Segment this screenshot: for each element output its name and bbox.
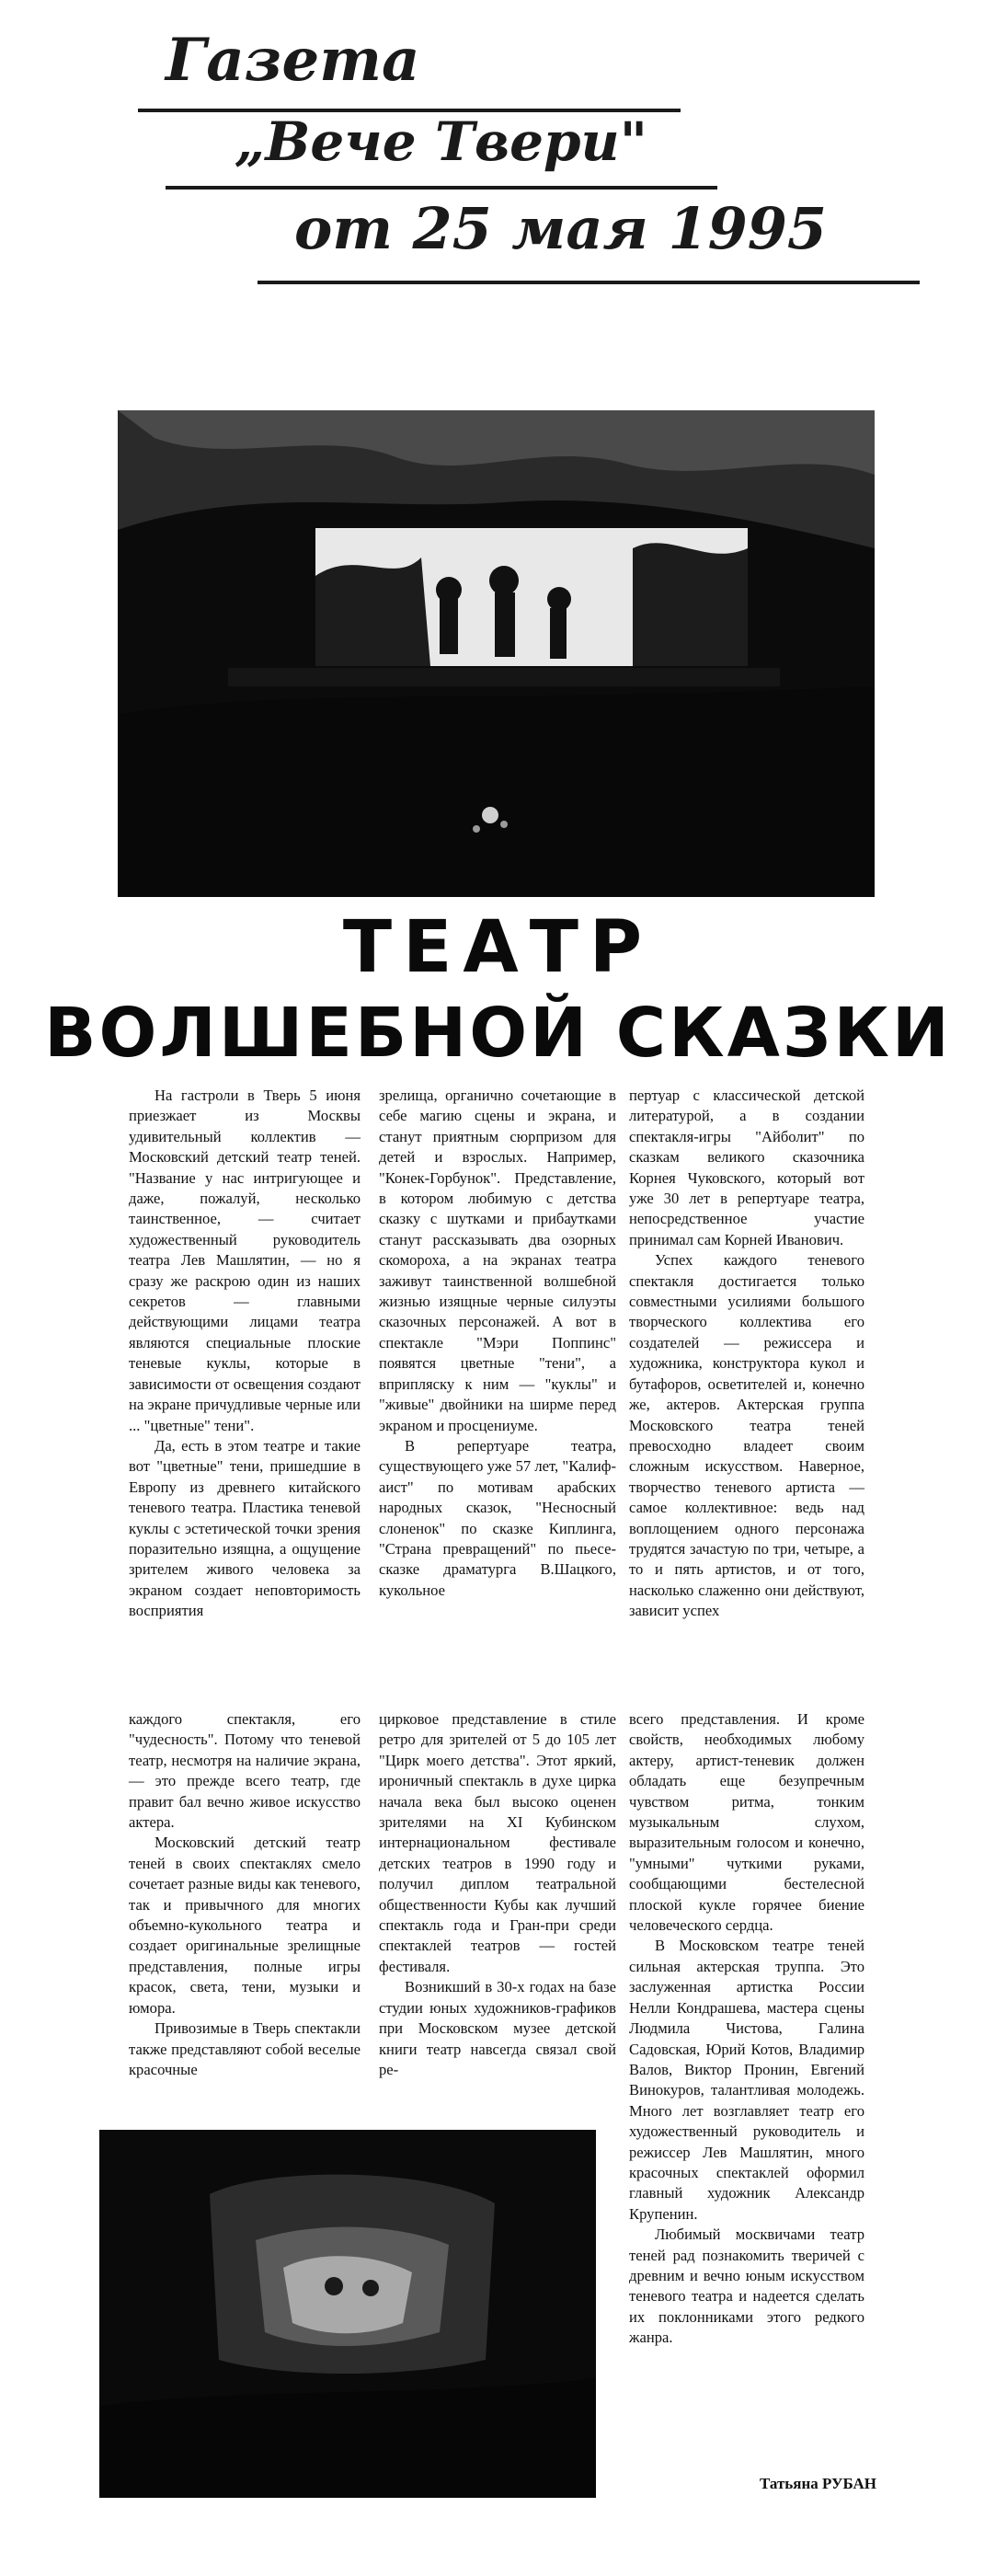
article-column-3-lower — [629, 1709, 864, 2349]
paragraph: каждого спектакля, его "чудесность". Потому что теневой театр, несмотря на наличие экрана, — это прежде всего театр, где правит бал вечно живое искусство актера. — [129, 1710, 361, 1832]
theater-performance-photo — [99, 2130, 596, 2498]
paragraph: Любимый москвичами театр теней рад познакомить тверичей с древним и вечно юным искусством теневого театра и надеется сделать их поклонниками этого редкого жанра. — [629, 2225, 864, 2347]
underline-3 — [258, 281, 920, 284]
headline-line-2: ВОЛШЕБНОЙ СКАЗКИ — [44, 994, 952, 1073]
article-column-1-lower — [129, 1709, 361, 2080]
article-column-2-lower — [379, 1709, 616, 2080]
article-column-2 — [379, 1086, 616, 1601]
paragraph: В Московском театре теней сильная актерская труппа. Это заслуженная артистка России Нелли Кондрашева, мастера сцены Людмила Чистова, Галина Садовская, Юрий Котов, Владимир Валов, Виктор Пронин, Евгений Винокуров, талантливая молодежь. Много лет возглавляет театр его художественный руководитель и режиссер Лев Машлятин, много красочных спектаклей оформил главный художник Александр Крупенин. — [629, 1937, 864, 2223]
paragraph: Возникший в 30-х годах на базе студии юных художников-графиков при Московском музее детской книги театр навсегда связал свой ре- — [379, 1978, 616, 2078]
paragraph: Успех каждого теневого спектакля достигается только совместными усилиями большого творческого коллектива его создателей — режиссера и художника, конструктора кукол и бутафоров, осветителей и, конечно же, актеров. Актерская группа Московского театра теней превосходно владеет своим сложным искусством. Наверное, творчество теневого артиста — самое коллективное: ведь над воплощением одного персонажа трудятся зачастую по три, четыре, а то и пять артистов, и от того, насколько слаженно они действуют, зависит успех — [629, 1251, 864, 1620]
paragraph: цирковое представление в стиле ретро для зрителей от 5 до 105 лет "Цирк моего детства". Этот яркий, ироничный спектакль в духе цирка начала века был высоко оценен зрителями на XI Кубинском интернациональном фестивале детских театров в 1990 году и получил диплом театральной общественности Кубы как лучший спектакль года и Гран-при среди спектаклей театров — гостей фестиваля. — [379, 1710, 616, 1975]
paragraph: пертуар с классической детской литературой, а в создании спектакля-игры "Айболит" по сказкам великого сказочника Корнея Чуковского, который вот уже 30 лет в репертуаре театра, непосредственное участие принимал сам Корней Иванович. — [629, 1087, 864, 1248]
article-column-1 — [129, 1086, 361, 1622]
underline-2 — [166, 186, 717, 190]
handwritten-title-name: „Вече Твери" — [235, 110, 647, 173]
author-signature: Татьяна РУБАН — [759, 2475, 876, 2492]
handwritten-title-newspaper: Газета — [166, 26, 420, 95]
paragraph: Да, есть в этом театре и такие вот "цветные" тени, пришедшие в Европу из древнего китайского теневого театра. Пластика теневой куклы с эстетической точки зрения поразительно изящна, а ощущение зрителем живого человека за экраном создает неповторимость восприятия — [129, 1436, 361, 1620]
paragraph: В репертуаре театра, существующего уже 57 лет, "Калиф-аист" по мотивам арабских народных сказок, "Несносный слоненок" по сказке Киплинга, "Страна превращений" по пьесе-сказке драматурга В.Шацкого, кукольное — [379, 1436, 616, 1599]
paragraph: Привозимые в Тверь спектакли также представляют собой веселые красочные — [129, 2019, 361, 2078]
theater-stage-photo — [118, 410, 875, 897]
article-column-3 — [629, 1086, 864, 1622]
handwritten-date: от 25 мая 1995 — [294, 195, 828, 262]
paragraph: На гастроли в Тверь 5 июня приезжает из Москвы удивительный коллектив — Московский детский театр теней. "Название у нас интригующее и даже, пожалуй, несколько таинственное, — считает художественный руководитель театра Лев Машлятин, — но я сразу же раскрою один из наших секретов — главными действующими лицами театра являются специальные плоские теневые куклы, которые в зависимости от освещения создают на экране причудливые черные или ... "цветные" тени". — [129, 1087, 361, 1434]
paragraph: зрелища, органично сочетающие в себе магию сцены и экрана, и станут приятным сюрпризом для детей и взрослых. Например, "Конек-Горбунок". Представление, в котором любимую с детства сказку с шутками и прибаутками станут рассказывать два озорных скомороха, а на экранах театра заживут таинственной волшебной жизнью изящные черные силуэты сказочных персонажей. А вот в спектакле "Мэри Поппинс" появятся цветные "тени", а вприпляску к ним — "куклы" и "живые" двойники на ширме перед экраном и просцениуме. — [379, 1087, 616, 1434]
paragraph: Московский детский театр теней в своих спектаклях смело сочетает разные виды как теневого, так и привычного для многих объемно-кукольного театра и создает оригинальные зрелищные представления, полные игры красок, света, тени, музыки и юмора. — [129, 1834, 361, 2017]
paragraph: всего представления. И кроме свойств, необходимых любому актеру, артист-теневик должен обладать еще безупречным чувством ритма, тонким музыкальным слухом, выразительным голосом и конечно, "умными" чуткими руками, сообщающими бестелесной плоской кукле горячее биение человеческого сердца. — [629, 1710, 864, 1935]
headline-line-1: ТЕАТР — [342, 906, 654, 989]
